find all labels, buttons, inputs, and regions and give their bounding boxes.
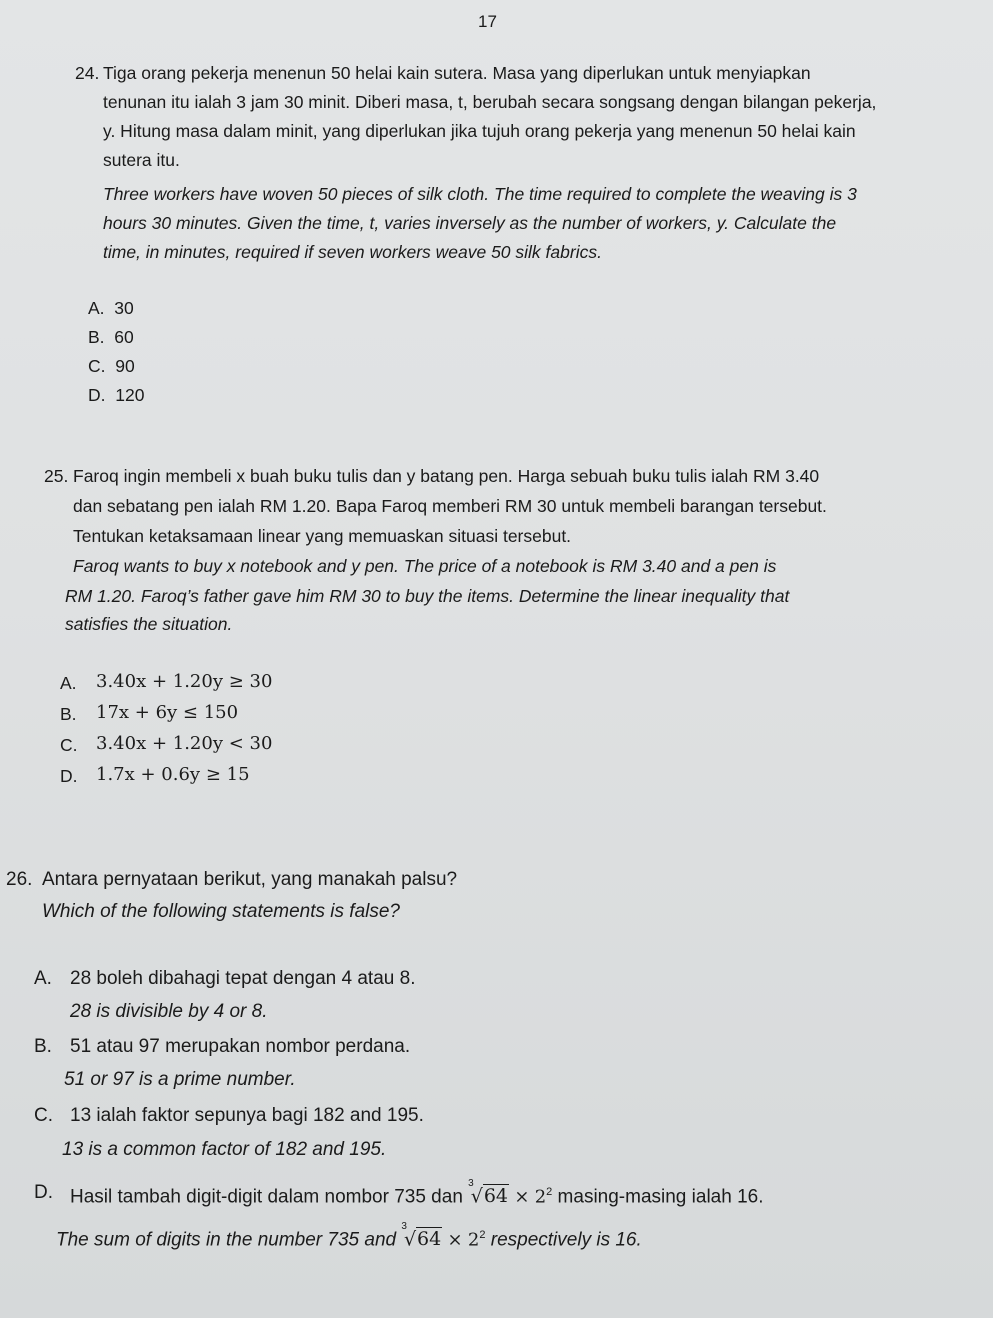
q26-option-d[interactable]: [34, 1177, 764, 1208]
power-base: 2: [467, 1229, 480, 1251]
root-index: 3: [468, 1178, 474, 1189]
option-letter: A.: [60, 673, 77, 693]
q25-english-line-1: Faroq wants to buy x notebook and y pen. The price of a notebook is RM 3.40 and a pen is: [73, 556, 777, 576]
cube-root-expression: $^3$√64: [401, 1221, 442, 1251]
q24-option-c[interactable]: [88, 356, 135, 377]
option-malay-pre: Hasil tambah digit-digit dalam nombor 735 dan: [70, 1186, 463, 1208]
option-formula: 3.40x + 1.20y ≥ 30: [96, 671, 273, 692]
q25-english-line-2: RM 1.20. Faroq’s father gave him RM 30 to buy the items. Determine the linear inequality that: [65, 586, 790, 606]
radicand: 64: [417, 1228, 442, 1251]
option-letter: C.: [88, 356, 106, 376]
option-letter: C.: [34, 1105, 53, 1126]
q26-option-a-english: 28 is divisible by 4 or 8.: [70, 1001, 268, 1022]
option-formula: 3.40x + 1.20y < 30: [96, 733, 273, 754]
option-text: 90: [115, 356, 135, 376]
option-malay: 28 boleh dibahagi tepat dengan 4 atau 8.: [70, 968, 416, 989]
q24-english-line-3: time, in minutes, required if seven workers weave 50 silk fabrics.: [103, 242, 602, 262]
q24-english-line-2: hours 30 minutes. Given the time, t, varies inversely as the number of workers, y. Calculate the: [103, 213, 837, 233]
q26-number: 26.: [6, 869, 33, 890]
q24-malay-line-3: y. Hitung masa dalam minit, yang diperlukan jika tujuh orang pekerja yang menenun 50 helai kain: [103, 121, 856, 141]
option-letter: A.: [88, 298, 105, 318]
q24-number: 24.: [75, 63, 100, 83]
q24-option-b[interactable]: [88, 327, 134, 348]
q24-english-line-1: Three workers have woven 50 pieces of silk cloth. The time required to complete the weaving is 3: [103, 184, 857, 204]
q26-option-c-english: 13 is a common factor of 182 and 195.: [62, 1139, 387, 1160]
q25-option-d[interactable]: [60, 764, 250, 787]
option-text: 30: [114, 298, 134, 318]
power-base: 2: [534, 1186, 547, 1208]
option-text: 120: [115, 385, 145, 405]
option-letter: B.: [88, 327, 105, 347]
q26-option-d-english: [56, 1220, 642, 1255]
q26-option-c[interactable]: [34, 1100, 424, 1131]
q25-option-b[interactable]: [60, 702, 239, 725]
q24-malay-line-4: sutera itu.: [103, 150, 180, 170]
q24-option-d[interactable]: [88, 385, 144, 406]
q26-option-b-english: 51 or 97 is a prime number.: [64, 1069, 296, 1090]
cube-root-expression: $^3$√64: [468, 1178, 509, 1208]
option-english-pre: The sum of digits in the number 735 and: [56, 1229, 397, 1251]
q25-english-line-3: satisfies the situation.: [65, 614, 233, 634]
radicand: 64: [483, 1185, 509, 1208]
option-text: 60: [114, 327, 134, 347]
option-letter: B.: [60, 704, 77, 724]
power-exponent: 2: [546, 1186, 553, 1198]
option-formula: 1.7x + 0.6y ≥ 15: [96, 764, 250, 785]
q26-option-a[interactable]: [34, 963, 416, 994]
q25-option-a[interactable]: [60, 671, 273, 694]
option-english-post: respectively is 16.: [490, 1229, 642, 1251]
power-exponent: 2: [479, 1229, 486, 1241]
q25-number: 25.: [44, 466, 69, 486]
q24-malay-line-2: tenunan itu ialah 3 jam 30 minit. Diberi masa, t, berubah secara songsang dengan bilangan pekerja,: [103, 92, 877, 112]
q25-malay-line-3: Tentukan ketaksamaan linear yang memuaskan situasi tersebut.: [73, 526, 572, 546]
q25-option-c[interactable]: [60, 733, 273, 756]
option-letter: B.: [34, 1036, 52, 1057]
option-letter: D.: [88, 385, 106, 405]
times-sign: ×: [514, 1186, 530, 1208]
option-malay-line: [70, 1177, 764, 1212]
option-letter: A.: [34, 968, 52, 989]
option-formula: 17x + 6y ≤ 150: [96, 702, 239, 723]
q24-option-a[interactable]: [88, 298, 134, 319]
root-index: 3: [401, 1221, 407, 1232]
q25-malay-line-2: dan sebatang pen ialah RM 1.20. Bapa Faroq memberi RM 30 untuk membeli barangan tersebut.: [73, 496, 827, 516]
q26-option-b[interactable]: [34, 1031, 411, 1062]
q24-malay-line-1: Tiga orang pekerja menenun 50 helai kain sutera. Masa yang diperlukan untuk menyiapkan: [103, 63, 811, 83]
option-malay: 51 atau 97 merupakan nombor perdana.: [70, 1036, 411, 1057]
q26-malay: Antara pernyataan berikut, yang manakah palsu?: [42, 869, 458, 890]
option-letter: C.: [60, 735, 78, 755]
option-letter: D.: [60, 766, 78, 786]
option-malay: 13 ialah faktor sepunya bagi 182 and 195.: [70, 1105, 424, 1126]
q25-malay-line-1: Faroq ingin membeli x buah buku tulis dan y batang pen. Harga sebuah buku tulis ialah RM 3.40: [73, 466, 820, 486]
q26-english: Which of the following statements is false?: [42, 901, 401, 922]
page-number: 17: [478, 12, 497, 31]
option-letter: D.: [34, 1182, 53, 1203]
option-malay-post: masing-masing ialah 16.: [557, 1186, 764, 1208]
times-sign: ×: [447, 1229, 463, 1251]
